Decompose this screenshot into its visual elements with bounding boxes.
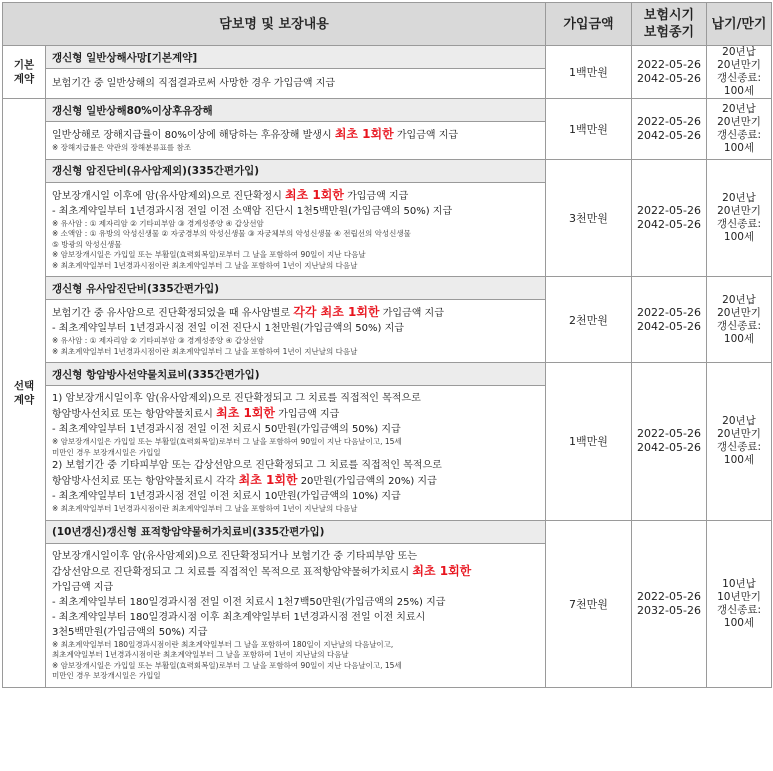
table-row-title: [3, 520, 772, 543]
coverage-text: 보험기간 중 유사암으로 진단확정되었을 때 유사암별로: [52, 308, 294, 319]
coverage-description: [46, 543, 546, 687]
table-row-title: [3, 159, 772, 182]
coverage-period: [632, 363, 707, 521]
coverage-note: ※ 최초계약일부터 1년경과시점이란 최초계약일부터 그 날을 포함하여 1년이 지난날의 다음날: [52, 260, 358, 270]
period-start-date: 2022-05-26: [637, 114, 701, 128]
payment-term-line: 10년납: [722, 577, 756, 590]
coverage-note: ⑤ 방광의 악성신생물: [52, 239, 122, 249]
coverage-line: [52, 610, 539, 625]
coverage-text: - 최초계약일부터 1년경과시점 전일 이전 진단시 1천만원(가입금액의 50%) 지급: [52, 323, 404, 334]
payment-term: [707, 363, 772, 521]
coverage-title: 갱신형 일반상해사망[기본계약]: [46, 46, 546, 69]
payment-term-line: 100세: [723, 141, 755, 154]
coverage-line: [52, 595, 539, 610]
period-start-date: 2022-05-26: [637, 589, 701, 603]
coverage-line: [52, 406, 539, 422]
coverage-amount: 1백만원: [546, 363, 632, 521]
coverage-text: 갑상선암으로 진단확정되고 그 치료를 직접적인 목적으로 표적항암약물허가치료시: [52, 566, 413, 578]
payment-term-line: 갱신종료:: [716, 603, 762, 616]
coverage-amount: 3천만원: [546, 159, 632, 277]
coverage-description: [46, 386, 546, 521]
coverage-line: [52, 473, 539, 489]
coverage-line: [52, 625, 539, 640]
header-period-end: 보험종기: [643, 25, 695, 40]
period-start-date: 2022-05-26: [637, 58, 701, 71]
payment-term-line: 20년납: [722, 46, 756, 58]
category-label: 계약: [13, 73, 35, 85]
category-label: 선택: [13, 379, 35, 392]
payment-term: [707, 277, 772, 363]
category-label: 계약: [13, 393, 35, 406]
coverage-line: [52, 127, 539, 143]
payment-term-line: 20년납: [722, 102, 756, 115]
coverage-line: [52, 564, 539, 580]
coverage-note: ※ 소액암 : ① 유방의 악성신생물 ② 자궁경부의 악성신생물 ③ 자궁체부의 악성신생물 ④ 전립선의 악성신생물: [52, 229, 411, 238]
coverage-note: ※ 암보장개시일은 가입일 또는 부활일(효력회복일)로부터 그 날을 포함하여 90일이 지난 다음날이고, 15세: [52, 660, 402, 670]
coverage-amount: 1백만원: [546, 46, 632, 99]
coverage-description: [46, 122, 546, 160]
highlight-limit: 최초 1회한: [285, 187, 344, 202]
coverage-period: [632, 99, 707, 160]
payment-term-line: 100세: [723, 616, 755, 629]
coverage-text: 20만원(가입금액의 20%) 지급: [297, 476, 437, 487]
period-end-date: 2042-05-26: [637, 72, 701, 85]
payment-term-line: 갱신종료:: [716, 72, 762, 84]
coverage-line: [52, 458, 539, 473]
period-start-date: 2022-05-26: [637, 427, 701, 441]
period-end-date: 2042-05-26: [637, 441, 701, 455]
payment-term-line: 갱신종료:: [716, 128, 762, 141]
coverage-note: ※ 유사암 : ① 제자리암 ② 기타피부암 ③ 경계성종양 ④ 갑상선암: [52, 336, 264, 345]
coverage-text: 암보장개시일 이후에 암(유사암제외)으로 진단확정시: [52, 190, 286, 202]
category-label: 기본: [13, 59, 35, 71]
coverage-text: - 최초계약일부터 1년경과시점 전일 이전 소액암 진단시 1천5백만원(가입금액의 50%) 지급: [52, 205, 453, 217]
coverage-title: 갱신형 암진단비(유사암제외)(335간편가입): [46, 159, 546, 182]
coverage-period: [632, 520, 707, 687]
coverage-table: [2, 2, 772, 688]
coverage-title: (10년갱신)갱신형 표적항암약물허가치료비(335간편가입): [46, 520, 546, 543]
coverage-text: 1) 암보장개시일이후 암(유사암제외)으로 진단확정되고 그 치료를 직접적인 목적으로: [52, 393, 421, 404]
payment-term-line: 20년만기: [717, 428, 761, 441]
coverage-line: [52, 422, 539, 437]
payment-term-line: 100세: [723, 85, 755, 97]
table-row-title: [3, 363, 772, 386]
coverage-note: ※ 유사암 : ① 제자리암 ② 기타피부암 ③ 경계성종양 ④ 갑상선암: [52, 218, 264, 228]
coverage-line: [52, 549, 539, 564]
coverage-amount: 2천만원: [546, 277, 632, 363]
coverage-note: ※ 최초계약일부터 180일경과시점이란 최초계약일부터 그 날을 포함하여 180일이 지난날의 다음날이고,: [52, 639, 394, 649]
table-row-title: [3, 277, 772, 300]
coverage-text: - 최초계약일부터 1년경과시점 전일 이전 치료시 10만원(가입금액의 10%) 지급: [52, 491, 401, 502]
payment-term-line: 20년만기: [717, 115, 761, 128]
highlight-limit: 최초 1회한: [216, 406, 276, 420]
header-period-start: 보험시기: [643, 8, 695, 23]
coverage-text: 일반상해로 장해지급률이 80%이상에 해당하는 후유장해 발생시: [52, 130, 335, 141]
payment-term-line: 100세: [723, 454, 755, 467]
coverage-note: ※ 최초계약일부터 1년경과시점이란 최초계약일부터 그 날을 포함하여 1년이 지난날의 다음날: [52, 504, 358, 513]
coverage-period: [632, 159, 707, 277]
table-row-title: [3, 99, 772, 122]
coverage-text: 가입금액 지급: [379, 308, 444, 319]
coverage-title: 갱신형 일반상해80%이상후유장해: [46, 99, 546, 122]
period-end-date: 2042-05-26: [637, 128, 701, 142]
payment-term-line: 20년만기: [717, 59, 761, 71]
coverage-line: [52, 305, 539, 321]
coverage-line: [52, 204, 539, 219]
coverage-text: 항암방사선치료 또는 항암약물치료시 각각: [52, 476, 239, 487]
coverage-description: [46, 69, 546, 99]
coverage-line: [52, 188, 539, 204]
table-row-title: [3, 46, 772, 69]
payment-term: [707, 159, 772, 277]
payment-term-line: 10년만기: [717, 590, 761, 603]
coverage-text: 2) 보험기간 중 기타피부암 또는 갑상선암으로 진단확정되고 그 치료를 직접적인 목적으로: [52, 460, 442, 471]
highlight-limit: 최초 1회한: [412, 563, 472, 578]
coverage-text: 가입금액 지급: [275, 409, 340, 420]
payment-term-line: 100세: [723, 230, 755, 243]
coverage-note: 미만인 경우 보장개시일은 가입일: [52, 447, 161, 457]
header-payment: 납기/만기: [707, 3, 772, 46]
payment-term-line: 20년납: [722, 415, 756, 428]
coverage-text: 가입금액 지급: [393, 130, 459, 141]
period-end-date: 2042-05-26: [637, 217, 701, 231]
coverage-title: 갱신형 유사암진단비(335간편가입): [46, 277, 546, 300]
coverage-description: [46, 182, 546, 277]
payment-term-line: 갱신종료:: [716, 217, 762, 230]
coverage-line: [52, 580, 539, 595]
payment-term: [707, 520, 772, 687]
coverage-note: ※ 암보장개시일은 가입일 또는 부활일(효력회복일)로부터 그 날을 포함하여 90일이 지난 다음날이고, 15세: [52, 437, 402, 446]
coverage-note: 최초계약일부터 1년경과시점이란 최초계약일부터 그 날을 포함하여 1년이 지난날의 다음날: [52, 650, 349, 659]
category-basic-cell: [3, 46, 46, 99]
coverage-description: [46, 300, 546, 363]
coverage-line: [52, 391, 539, 406]
coverage-title: 갱신형 항암방사선약물치료비(335간편가입): [46, 363, 546, 386]
payment-term: [707, 46, 772, 99]
payment-term-line: 20년납: [722, 293, 756, 306]
period-end-date: 2032-05-26: [637, 603, 701, 617]
coverage-text: 보험기간 중 일반상해의 직접결과로써 사망한 경우 가입금액 지급: [52, 78, 336, 89]
coverage-line: [52, 76, 539, 91]
period-end-date: 2042-05-26: [637, 319, 701, 333]
coverage-text: 3천5백만원(가입금액의 50%) 지급: [52, 626, 208, 638]
header-coverage: 담보명 및 보장내용: [3, 3, 546, 46]
coverage-text: - 최초계약일부터 1년경과시점 전일 이전 치료시 50만원(가입금액의 50%) 지급: [52, 424, 401, 435]
payment-term-line: 100세: [723, 332, 755, 345]
period-start-date: 2022-05-26: [637, 203, 701, 217]
payment-term-line: 갱신종료:: [716, 441, 762, 454]
coverage-period: [632, 46, 707, 99]
coverage-text: 가입금액 지급: [52, 581, 114, 593]
coverage-text: 항암방사선치료 또는 항암약물치료시: [52, 409, 217, 420]
coverage-period: [632, 277, 707, 363]
coverage-line: [52, 489, 539, 504]
coverage-text: - 최초계약일부터 180일경과시점 전일 이전 치료시 1천7백50만원(가입금액의 25%) 지급: [52, 596, 446, 608]
header-period: [632, 3, 707, 46]
highlight-limit: 최초 1회한: [238, 473, 298, 487]
table-header-row: [3, 3, 772, 46]
coverage-amount: 7천만원: [546, 520, 632, 687]
payment-term-line: 20년만기: [717, 306, 761, 319]
period-start-date: 2022-05-26: [637, 305, 701, 319]
highlight-limit: 각각 최초 1회한: [293, 305, 380, 319]
payment-term: [707, 99, 772, 160]
coverage-note: 미만인 경우 보장개시일은 가입일: [52, 671, 161, 680]
highlight-limit: 최초 1회한: [334, 127, 394, 141]
coverage-note: ※ 장해지급률은 약관의 장해분류표를 참조: [52, 143, 191, 152]
coverage-text: 가입금액 지급: [343, 190, 409, 202]
coverage-note: ※ 암보장개시일은 가입일 또는 부활일(효력회복일)로부터 그 날을 포함하여 90일이 지난 다음날: [52, 250, 366, 259]
category-optional-cell: [3, 99, 46, 688]
payment-term-line: 20년만기: [717, 204, 761, 217]
coverage-note: ※ 최초계약일부터 1년경과시점이란 최초계약일부터 그 날을 포함하여 1년이 지난날의 다음날: [52, 346, 358, 356]
payment-term-line: 20년납: [722, 191, 756, 204]
coverage-line: [52, 321, 539, 336]
payment-term-line: 갱신종료:: [716, 319, 762, 332]
header-amount: 가입금액: [546, 3, 632, 46]
coverage-text: - 최초계약일부터 180일경과시점 이후 최초계약일부터 1년경과시점 전일 이전 치료시: [52, 611, 426, 623]
coverage-text: 암보장개시일이후 암(유사암제외)으로 진단확정되거나 보험기간 중 기타피부암 또는: [52, 550, 417, 562]
coverage-amount: 1백만원: [546, 99, 632, 160]
